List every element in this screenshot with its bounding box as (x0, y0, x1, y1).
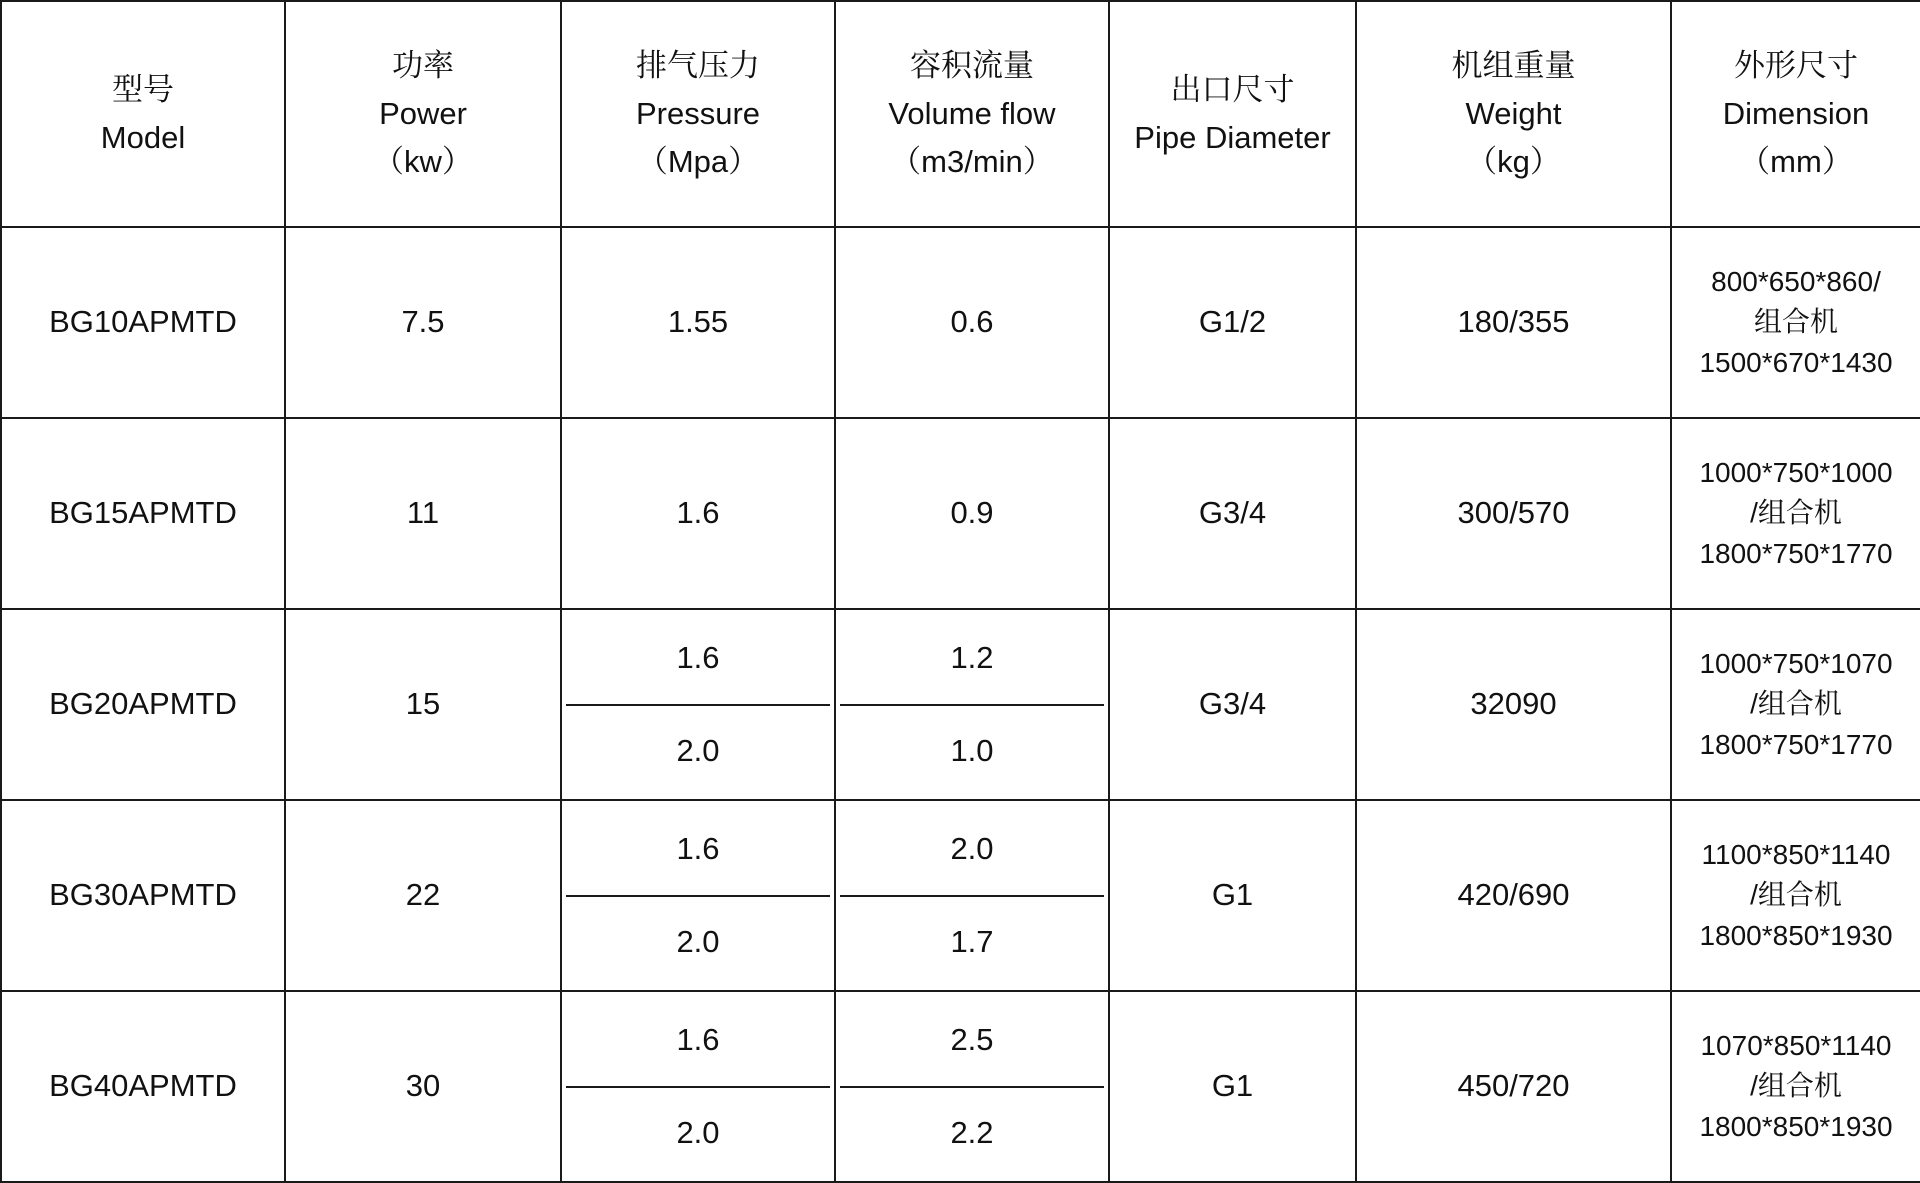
pressure-value: 1.6 (566, 803, 830, 896)
cell-pressure: 1.55 (561, 227, 835, 418)
header-en-power: Power (379, 95, 467, 131)
cell-volume-flow (835, 800, 1109, 991)
header-cell-volume-flow (835, 1, 1109, 227)
cell-power: 15 (285, 609, 561, 800)
header-cn-power: 功率 (392, 47, 454, 83)
cell-power: 11 (285, 418, 561, 609)
header-en-pressure: Pressure (635, 95, 761, 131)
cell-dimension (1671, 609, 1920, 800)
cell-model: BG15APMTD (1, 418, 285, 609)
cell-weight: 180/355 (1356, 227, 1671, 418)
flow-value: 1.2 (840, 612, 1104, 705)
dimension-line: 1070*850*1140 (1700, 1029, 1892, 1061)
flow-value: 2.5 (840, 994, 1104, 1087)
cell-pressure: 1.6 (561, 418, 835, 609)
table-body (1, 227, 1920, 1182)
header-cn-volume-flow: 容积流量 (910, 47, 1034, 83)
cell-volume-flow (835, 609, 1109, 800)
header-cn-weight: 机组重量 (1451, 47, 1576, 83)
cell-volume-flow (835, 991, 1109, 1182)
header-cell-pressure (561, 1, 835, 227)
flow-subtable (840, 612, 1104, 797)
table-row (1, 418, 1920, 609)
header-en-pipe-diameter: Pipe Diameter (1134, 120, 1331, 155)
cell-pressure (561, 991, 835, 1182)
cell-weight: 32090 (1356, 609, 1671, 800)
cell-pressure (561, 609, 835, 800)
cell-model: BG20APMTD (1, 609, 285, 800)
dimension-line: 1500*670*1430 (1699, 346, 1893, 378)
cell-pressure (561, 800, 835, 991)
dimension-line: 1000*750*1000 (1699, 456, 1893, 488)
header-row (1, 1, 1920, 227)
dimension-line: 组合机 (1753, 306, 1838, 338)
dimension-line: /组合机 (1750, 1070, 1842, 1102)
flow-subtable (840, 994, 1104, 1179)
header-en-weight: Weight (1465, 95, 1562, 131)
pressure-value: 2.0 (676, 733, 720, 768)
cell-pipe-diameter: G1/2 (1109, 227, 1356, 418)
flow-value: 2.2 (950, 1115, 994, 1150)
cell-model: BG30APMTD (1, 800, 285, 991)
header-cn-pressure: 排气压力 (636, 47, 760, 83)
flow-subtable (840, 803, 1104, 988)
cell-pipe-diameter: G1 (1109, 800, 1356, 991)
pressure-subtable (566, 612, 830, 797)
pressure-subtable (566, 803, 830, 988)
dimension-line: /组合机 (1750, 497, 1842, 529)
table-row (1, 609, 1920, 800)
cell-weight: 450/720 (1356, 991, 1671, 1182)
header-cn-dimension: 外形尺寸 (1734, 47, 1858, 83)
cell-dimension (1671, 227, 1920, 418)
dimension-line: 1100*850*1140 (1701, 838, 1891, 870)
dimension-line: 1800*850*1930 (1699, 919, 1893, 951)
header-cell-pipe-diameter (1109, 1, 1356, 227)
cell-volume-flow: 0.6 (835, 227, 1109, 418)
header-cn-pipe-diameter: 出口尺寸 (1170, 71, 1295, 107)
cell-power: 7.5 (285, 227, 561, 418)
cell-power: 30 (285, 991, 561, 1182)
header-cell-power (285, 1, 561, 227)
cell-dimension (1671, 800, 1920, 991)
dimension-line: 1800*750*1770 (1699, 728, 1893, 760)
table-header (1, 1, 1920, 227)
header-en-volume-flow: Volume flow (888, 95, 1056, 131)
cell-dimension (1671, 991, 1920, 1182)
dimension-line: 1000*750*1070 (1699, 647, 1893, 679)
cell-dimension (1671, 418, 1920, 609)
header-cn-model: 型号 (112, 71, 174, 107)
header-unit-volume-flow: （m3/min） (890, 144, 1054, 180)
cell-power: 22 (285, 800, 561, 991)
pressure-value: 1.6 (566, 994, 830, 1087)
pressure-subtable (566, 994, 830, 1179)
flow-value: 2.0 (840, 803, 1104, 896)
table-row (1, 227, 1920, 418)
cell-model: BG10APMTD (1, 227, 285, 418)
header-cell-weight (1356, 1, 1671, 227)
dimension-line: 800*650*860/ (1711, 265, 1881, 297)
cell-pipe-diameter: G3/4 (1109, 609, 1356, 800)
header-cell-dimension (1671, 1, 1920, 227)
pressure-value: 2.0 (676, 1115, 720, 1150)
dimension-line: 1800*850*1930 (1699, 1110, 1893, 1142)
pressure-value: 2.0 (676, 924, 720, 959)
cell-pipe-diameter: G1 (1109, 991, 1356, 1182)
flow-value: 1.0 (950, 733, 994, 768)
header-unit-power: （kw） (373, 144, 473, 180)
dimension-line: /组合机 (1750, 688, 1842, 720)
header-en-model: Model (100, 120, 186, 155)
flow-value: 1.7 (950, 924, 994, 959)
cell-weight: 300/570 (1356, 418, 1671, 609)
table-row (1, 991, 1920, 1182)
dimension-line: 1800*750*1770 (1699, 537, 1893, 569)
header-unit-pressure: （Mpa） (636, 144, 760, 180)
header-cell-model (1, 1, 285, 227)
header-unit-dimension: （mm） (1739, 144, 1853, 180)
table-row (1, 800, 1920, 991)
pressure-value: 1.6 (566, 612, 830, 705)
header-en-dimension: Dimension (1722, 95, 1870, 131)
header-unit-weight: （kg） (1466, 144, 1561, 180)
dimension-line: /组合机 (1750, 879, 1842, 911)
cell-volume-flow: 0.9 (835, 418, 1109, 609)
cell-weight: 420/690 (1356, 800, 1671, 991)
cell-model: BG40APMTD (1, 991, 285, 1182)
cell-pipe-diameter: G3/4 (1109, 418, 1356, 609)
